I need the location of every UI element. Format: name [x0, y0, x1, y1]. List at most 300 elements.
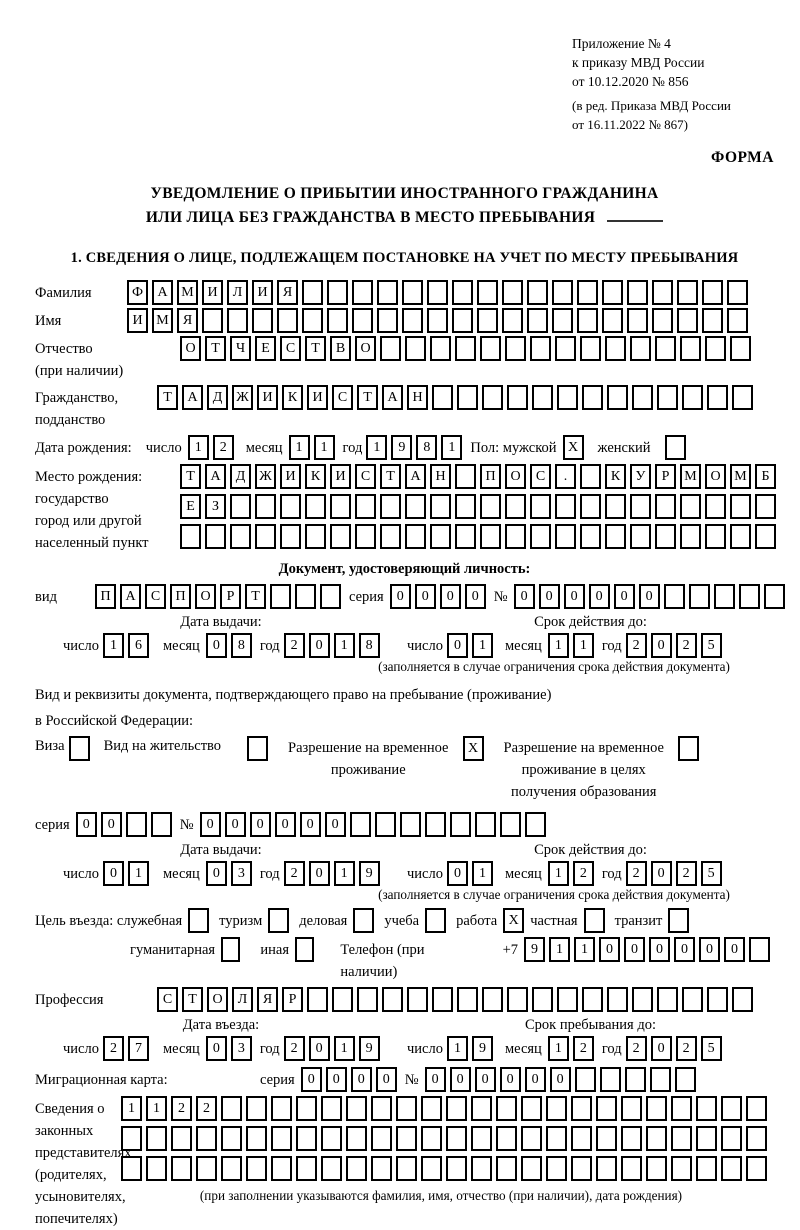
char-cell[interactable]: [555, 524, 576, 549]
char-cell[interactable]: [605, 524, 626, 549]
char-cell[interactable]: [596, 1156, 617, 1181]
char-cell[interactable]: В: [330, 336, 351, 361]
char-cell[interactable]: С: [530, 464, 551, 489]
official-checkbox[interactable]: [188, 908, 209, 933]
char-cell[interactable]: Я: [277, 280, 298, 305]
char-cell[interactable]: 2: [103, 1036, 124, 1061]
char-cell[interactable]: И: [257, 385, 278, 410]
char-cell[interactable]: Я: [177, 308, 198, 333]
char-cell[interactable]: 0: [447, 633, 468, 658]
char-cell[interactable]: 1: [334, 633, 355, 658]
char-cell[interactable]: [580, 524, 601, 549]
char-cell[interactable]: [557, 385, 578, 410]
char-cell[interactable]: [521, 1156, 542, 1181]
char-cell[interactable]: 1: [574, 937, 595, 962]
char-cell[interactable]: 2: [171, 1096, 192, 1121]
char-cell[interactable]: [680, 524, 701, 549]
char-cell[interactable]: А: [152, 280, 173, 305]
char-cell[interactable]: [480, 494, 501, 519]
char-cell[interactable]: 0: [103, 861, 124, 886]
char-cell[interactable]: [707, 987, 728, 1012]
char-cell[interactable]: И: [307, 385, 328, 410]
char-cell[interactable]: [532, 385, 553, 410]
char-cell[interactable]: [730, 524, 751, 549]
char-cell[interactable]: 0: [465, 584, 486, 609]
char-cell[interactable]: Т: [357, 385, 378, 410]
char-cell[interactable]: [330, 494, 351, 519]
char-cell[interactable]: 0: [225, 812, 246, 837]
char-cell[interactable]: [307, 987, 328, 1012]
char-cell[interactable]: Т: [380, 464, 401, 489]
char-cell[interactable]: М: [680, 464, 701, 489]
char-cell[interactable]: [530, 336, 551, 361]
char-cell[interactable]: 2: [196, 1096, 217, 1121]
char-cell[interactable]: [646, 1126, 667, 1151]
char-cell[interactable]: [749, 937, 770, 962]
char-cell[interactable]: [555, 494, 576, 519]
char-cell[interactable]: О: [180, 336, 201, 361]
char-cell[interactable]: 0: [275, 812, 296, 837]
char-cell[interactable]: [332, 987, 353, 1012]
char-cell[interactable]: 1: [121, 1096, 142, 1121]
char-cell[interactable]: [657, 987, 678, 1012]
char-cell[interactable]: [121, 1156, 142, 1181]
char-cell[interactable]: [221, 1096, 242, 1121]
char-cell[interactable]: [571, 1156, 592, 1181]
char-cell[interactable]: Р: [220, 584, 241, 609]
char-cell[interactable]: 0: [639, 584, 660, 609]
char-cell[interactable]: [346, 1126, 367, 1151]
char-cell[interactable]: 1: [549, 937, 570, 962]
char-cell[interactable]: [655, 336, 676, 361]
char-cell[interactable]: [277, 308, 298, 333]
char-cell[interactable]: [255, 494, 276, 519]
char-cell[interactable]: [502, 308, 523, 333]
char-cell[interactable]: [580, 464, 601, 489]
char-cell[interactable]: 1: [472, 633, 493, 658]
char-cell[interactable]: [377, 308, 398, 333]
char-cell[interactable]: Д: [230, 464, 251, 489]
char-cell[interactable]: А: [382, 385, 403, 410]
char-cell[interactable]: [732, 385, 753, 410]
char-cell[interactable]: [500, 812, 521, 837]
char-cell[interactable]: М: [152, 308, 173, 333]
char-cell[interactable]: [405, 524, 426, 549]
char-cell[interactable]: 1: [366, 435, 387, 460]
char-cell[interactable]: [151, 812, 172, 837]
char-cell[interactable]: 0: [651, 633, 672, 658]
char-cell[interactable]: [627, 280, 648, 305]
char-cell[interactable]: [671, 1156, 692, 1181]
business-checkbox[interactable]: [353, 908, 374, 933]
char-cell[interactable]: [320, 584, 341, 609]
char-cell[interactable]: 2: [676, 1036, 697, 1061]
char-cell[interactable]: 0: [514, 584, 535, 609]
char-cell[interactable]: 7: [128, 1036, 149, 1061]
char-cell[interactable]: [582, 385, 603, 410]
char-cell[interactable]: Н: [407, 385, 428, 410]
char-cell[interactable]: [402, 280, 423, 305]
char-cell[interactable]: [577, 280, 598, 305]
char-cell[interactable]: 1: [441, 435, 462, 460]
char-cell[interactable]: Я: [257, 987, 278, 1012]
char-cell[interactable]: [705, 494, 726, 519]
char-cell[interactable]: [732, 987, 753, 1012]
char-cell[interactable]: [575, 1067, 596, 1092]
char-cell[interactable]: З: [205, 494, 226, 519]
char-cell[interactable]: [646, 1156, 667, 1181]
char-cell[interactable]: [521, 1096, 542, 1121]
char-cell[interactable]: [505, 494, 526, 519]
char-cell[interactable]: [396, 1156, 417, 1181]
char-cell[interactable]: [714, 584, 735, 609]
char-cell[interactable]: [405, 494, 426, 519]
char-cell[interactable]: 5: [701, 633, 722, 658]
char-cell[interactable]: 1: [103, 633, 124, 658]
char-cell[interactable]: [625, 1067, 646, 1092]
char-cell[interactable]: 0: [674, 937, 695, 962]
char-cell[interactable]: [405, 336, 426, 361]
char-cell[interactable]: [352, 308, 373, 333]
char-cell[interactable]: [355, 524, 376, 549]
char-cell[interactable]: [602, 280, 623, 305]
char-cell[interactable]: [527, 280, 548, 305]
char-cell[interactable]: [357, 987, 378, 1012]
temp-edu-checkbox[interactable]: [678, 736, 699, 761]
char-cell[interactable]: 0: [300, 812, 321, 837]
char-cell[interactable]: П: [170, 584, 191, 609]
char-cell[interactable]: П: [95, 584, 116, 609]
char-cell[interactable]: [455, 464, 476, 489]
char-cell[interactable]: [355, 494, 376, 519]
char-cell[interactable]: 0: [415, 584, 436, 609]
char-cell[interactable]: [475, 812, 496, 837]
char-cell[interactable]: [280, 524, 301, 549]
char-cell[interactable]: [596, 1126, 617, 1151]
char-cell[interactable]: О: [505, 464, 526, 489]
char-cell[interactable]: [432, 987, 453, 1012]
char-cell[interactable]: [730, 494, 751, 519]
char-cell[interactable]: [380, 524, 401, 549]
char-cell[interactable]: Ж: [232, 385, 253, 410]
char-cell[interactable]: [205, 524, 226, 549]
char-cell[interactable]: [321, 1096, 342, 1121]
other-checkbox[interactable]: [295, 937, 314, 962]
char-cell[interactable]: [375, 812, 396, 837]
char-cell[interactable]: [652, 308, 673, 333]
char-cell[interactable]: П: [480, 464, 501, 489]
char-cell[interactable]: [657, 385, 678, 410]
char-cell[interactable]: Ж: [255, 464, 276, 489]
char-cell[interactable]: [246, 1096, 267, 1121]
char-cell[interactable]: [202, 308, 223, 333]
char-cell[interactable]: С: [355, 464, 376, 489]
char-cell[interactable]: [227, 308, 248, 333]
char-cell[interactable]: .: [555, 464, 576, 489]
char-cell[interactable]: [702, 308, 723, 333]
char-cell[interactable]: [471, 1096, 492, 1121]
char-cell[interactable]: [746, 1126, 767, 1151]
char-cell[interactable]: [727, 280, 748, 305]
char-cell[interactable]: [671, 1096, 692, 1121]
char-cell[interactable]: Д: [207, 385, 228, 410]
char-cell[interactable]: [296, 1156, 317, 1181]
char-cell[interactable]: [270, 584, 291, 609]
char-cell[interactable]: 0: [699, 937, 720, 962]
char-cell[interactable]: [280, 494, 301, 519]
char-cell[interactable]: [552, 280, 573, 305]
char-cell[interactable]: [577, 308, 598, 333]
char-cell[interactable]: 0: [76, 812, 97, 837]
char-cell[interactable]: [546, 1096, 567, 1121]
char-cell[interactable]: [755, 524, 776, 549]
char-cell[interactable]: Т: [305, 336, 326, 361]
char-cell[interactable]: [730, 336, 751, 361]
char-cell[interactable]: [580, 494, 601, 519]
char-cell[interactable]: 0: [206, 861, 227, 886]
char-cell[interactable]: 0: [301, 1067, 322, 1092]
char-cell[interactable]: 0: [599, 937, 620, 962]
char-cell[interactable]: [455, 336, 476, 361]
char-cell[interactable]: [680, 494, 701, 519]
char-cell[interactable]: 2: [213, 435, 234, 460]
char-cell[interactable]: [621, 1156, 642, 1181]
char-cell[interactable]: 1: [334, 861, 355, 886]
char-cell[interactable]: [682, 987, 703, 1012]
char-cell[interactable]: [646, 1096, 667, 1121]
char-cell[interactable]: 1: [128, 861, 149, 886]
char-cell[interactable]: 3: [231, 1036, 252, 1061]
char-cell[interactable]: 2: [284, 861, 305, 886]
char-cell[interactable]: И: [127, 308, 148, 333]
char-cell[interactable]: [739, 584, 760, 609]
char-cell[interactable]: С: [145, 584, 166, 609]
char-cell[interactable]: 1: [548, 861, 569, 886]
char-cell[interactable]: Р: [282, 987, 303, 1012]
char-cell[interactable]: [382, 987, 403, 1012]
char-cell[interactable]: [496, 1126, 517, 1151]
char-cell[interactable]: [400, 812, 421, 837]
char-cell[interactable]: [477, 308, 498, 333]
char-cell[interactable]: Т: [180, 464, 201, 489]
char-cell[interactable]: 2: [284, 633, 305, 658]
char-cell[interactable]: А: [120, 584, 141, 609]
char-cell[interactable]: И: [280, 464, 301, 489]
char-cell[interactable]: [582, 987, 603, 1012]
char-cell[interactable]: [271, 1126, 292, 1151]
char-cell[interactable]: [432, 385, 453, 410]
char-cell[interactable]: [655, 494, 676, 519]
char-cell[interactable]: [696, 1156, 717, 1181]
char-cell[interactable]: [530, 524, 551, 549]
char-cell[interactable]: [632, 385, 653, 410]
char-cell[interactable]: 0: [309, 1036, 330, 1061]
char-cell[interactable]: [121, 1126, 142, 1151]
char-cell[interactable]: [430, 494, 451, 519]
char-cell[interactable]: 1: [548, 1036, 569, 1061]
char-cell[interactable]: [727, 308, 748, 333]
char-cell[interactable]: 2: [573, 1036, 594, 1061]
temp-permit-checkbox[interactable]: X: [463, 736, 484, 761]
char-cell[interactable]: [427, 280, 448, 305]
char-cell[interactable]: [305, 524, 326, 549]
char-cell[interactable]: [671, 1126, 692, 1151]
char-cell[interactable]: [230, 524, 251, 549]
char-cell[interactable]: 2: [573, 861, 594, 886]
char-cell[interactable]: [371, 1156, 392, 1181]
char-cell[interactable]: 0: [250, 812, 271, 837]
char-cell[interactable]: [482, 385, 503, 410]
char-cell[interactable]: [327, 280, 348, 305]
char-cell[interactable]: О: [355, 336, 376, 361]
char-cell[interactable]: С: [157, 987, 178, 1012]
char-cell[interactable]: 2: [284, 1036, 305, 1061]
char-cell[interactable]: К: [305, 464, 326, 489]
char-cell[interactable]: [530, 494, 551, 519]
char-cell[interactable]: О: [195, 584, 216, 609]
char-cell[interactable]: [746, 1156, 767, 1181]
char-cell[interactable]: [630, 524, 651, 549]
char-cell[interactable]: [352, 280, 373, 305]
char-cell[interactable]: Е: [255, 336, 276, 361]
char-cell[interactable]: 1: [573, 633, 594, 658]
char-cell[interactable]: [621, 1126, 642, 1151]
char-cell[interactable]: 0: [390, 584, 411, 609]
char-cell[interactable]: [421, 1156, 442, 1181]
char-cell[interactable]: [302, 280, 323, 305]
char-cell[interactable]: 0: [550, 1067, 571, 1092]
char-cell[interactable]: [446, 1156, 467, 1181]
char-cell[interactable]: 1: [314, 435, 335, 460]
char-cell[interactable]: [246, 1126, 267, 1151]
char-cell[interactable]: Ф: [127, 280, 148, 305]
char-cell[interactable]: 0: [450, 1067, 471, 1092]
char-cell[interactable]: 0: [326, 1067, 347, 1092]
char-cell[interactable]: Л: [227, 280, 248, 305]
char-cell[interactable]: Б: [755, 464, 776, 489]
char-cell[interactable]: [452, 280, 473, 305]
char-cell[interactable]: 0: [351, 1067, 372, 1092]
char-cell[interactable]: 0: [200, 812, 221, 837]
char-cell[interactable]: 2: [626, 861, 647, 886]
transit-checkbox[interactable]: [668, 908, 689, 933]
char-cell[interactable]: [721, 1096, 742, 1121]
char-cell[interactable]: [602, 308, 623, 333]
char-cell[interactable]: 0: [447, 861, 468, 886]
char-cell[interactable]: [502, 280, 523, 305]
char-cell[interactable]: [546, 1126, 567, 1151]
char-cell[interactable]: [296, 1126, 317, 1151]
char-cell[interactable]: [446, 1096, 467, 1121]
char-cell[interactable]: [682, 385, 703, 410]
char-cell[interactable]: [327, 308, 348, 333]
char-cell[interactable]: 2: [626, 633, 647, 658]
char-cell[interactable]: [380, 494, 401, 519]
char-cell[interactable]: [746, 1096, 767, 1121]
char-cell[interactable]: [427, 308, 448, 333]
char-cell[interactable]: [680, 336, 701, 361]
char-cell[interactable]: [471, 1126, 492, 1151]
char-cell[interactable]: 0: [206, 633, 227, 658]
char-cell[interactable]: [180, 524, 201, 549]
char-cell[interactable]: [430, 524, 451, 549]
char-cell[interactable]: 5: [701, 1036, 722, 1061]
char-cell[interactable]: 0: [624, 937, 645, 962]
char-cell[interactable]: [630, 494, 651, 519]
char-cell[interactable]: [252, 308, 273, 333]
char-cell[interactable]: А: [405, 464, 426, 489]
char-cell[interactable]: 8: [359, 633, 380, 658]
char-cell[interactable]: 0: [500, 1067, 521, 1092]
char-cell[interactable]: [171, 1156, 192, 1181]
char-cell[interactable]: [407, 987, 428, 1012]
char-cell[interactable]: К: [282, 385, 303, 410]
char-cell[interactable]: 9: [359, 861, 380, 886]
char-cell[interactable]: [655, 524, 676, 549]
char-cell[interactable]: [302, 308, 323, 333]
residence-permit-checkbox[interactable]: [247, 736, 268, 761]
char-cell[interactable]: [607, 987, 628, 1012]
char-cell[interactable]: [396, 1096, 417, 1121]
char-cell[interactable]: 1: [472, 861, 493, 886]
char-cell[interactable]: [350, 812, 371, 837]
char-cell[interactable]: [507, 385, 528, 410]
char-cell[interactable]: [402, 308, 423, 333]
char-cell[interactable]: 0: [614, 584, 635, 609]
char-cell[interactable]: [455, 494, 476, 519]
char-cell[interactable]: 0: [525, 1067, 546, 1092]
char-cell[interactable]: 0: [376, 1067, 397, 1092]
char-cell[interactable]: [480, 524, 501, 549]
char-cell[interactable]: [321, 1126, 342, 1151]
char-cell[interactable]: [627, 308, 648, 333]
char-cell[interactable]: 1: [188, 435, 209, 460]
char-cell[interactable]: [677, 308, 698, 333]
char-cell[interactable]: [480, 336, 501, 361]
char-cell[interactable]: 0: [651, 1036, 672, 1061]
char-cell[interactable]: [675, 1067, 696, 1092]
char-cell[interactable]: 3: [231, 861, 252, 886]
char-cell[interactable]: [196, 1156, 217, 1181]
char-cell[interactable]: [421, 1096, 442, 1121]
char-cell[interactable]: [482, 987, 503, 1012]
tourism-checkbox[interactable]: [268, 908, 289, 933]
char-cell[interactable]: К: [605, 464, 626, 489]
char-cell[interactable]: [605, 494, 626, 519]
char-cell[interactable]: [705, 336, 726, 361]
char-cell[interactable]: 1: [146, 1096, 167, 1121]
char-cell[interactable]: [346, 1096, 367, 1121]
char-cell[interactable]: [580, 336, 601, 361]
char-cell[interactable]: [346, 1156, 367, 1181]
char-cell[interactable]: [171, 1126, 192, 1151]
char-cell[interactable]: [380, 336, 401, 361]
char-cell[interactable]: 2: [676, 633, 697, 658]
char-cell[interactable]: [557, 987, 578, 1012]
char-cell[interactable]: [457, 987, 478, 1012]
char-cell[interactable]: 8: [416, 435, 437, 460]
female-checkbox[interactable]: [665, 435, 686, 460]
char-cell[interactable]: [505, 336, 526, 361]
char-cell[interactable]: И: [252, 280, 273, 305]
char-cell[interactable]: М: [730, 464, 751, 489]
char-cell[interactable]: [471, 1156, 492, 1181]
char-cell[interactable]: 1: [289, 435, 310, 460]
char-cell[interactable]: [521, 1126, 542, 1151]
char-cell[interactable]: [255, 524, 276, 549]
char-cell[interactable]: 0: [101, 812, 122, 837]
char-cell[interactable]: [126, 812, 147, 837]
